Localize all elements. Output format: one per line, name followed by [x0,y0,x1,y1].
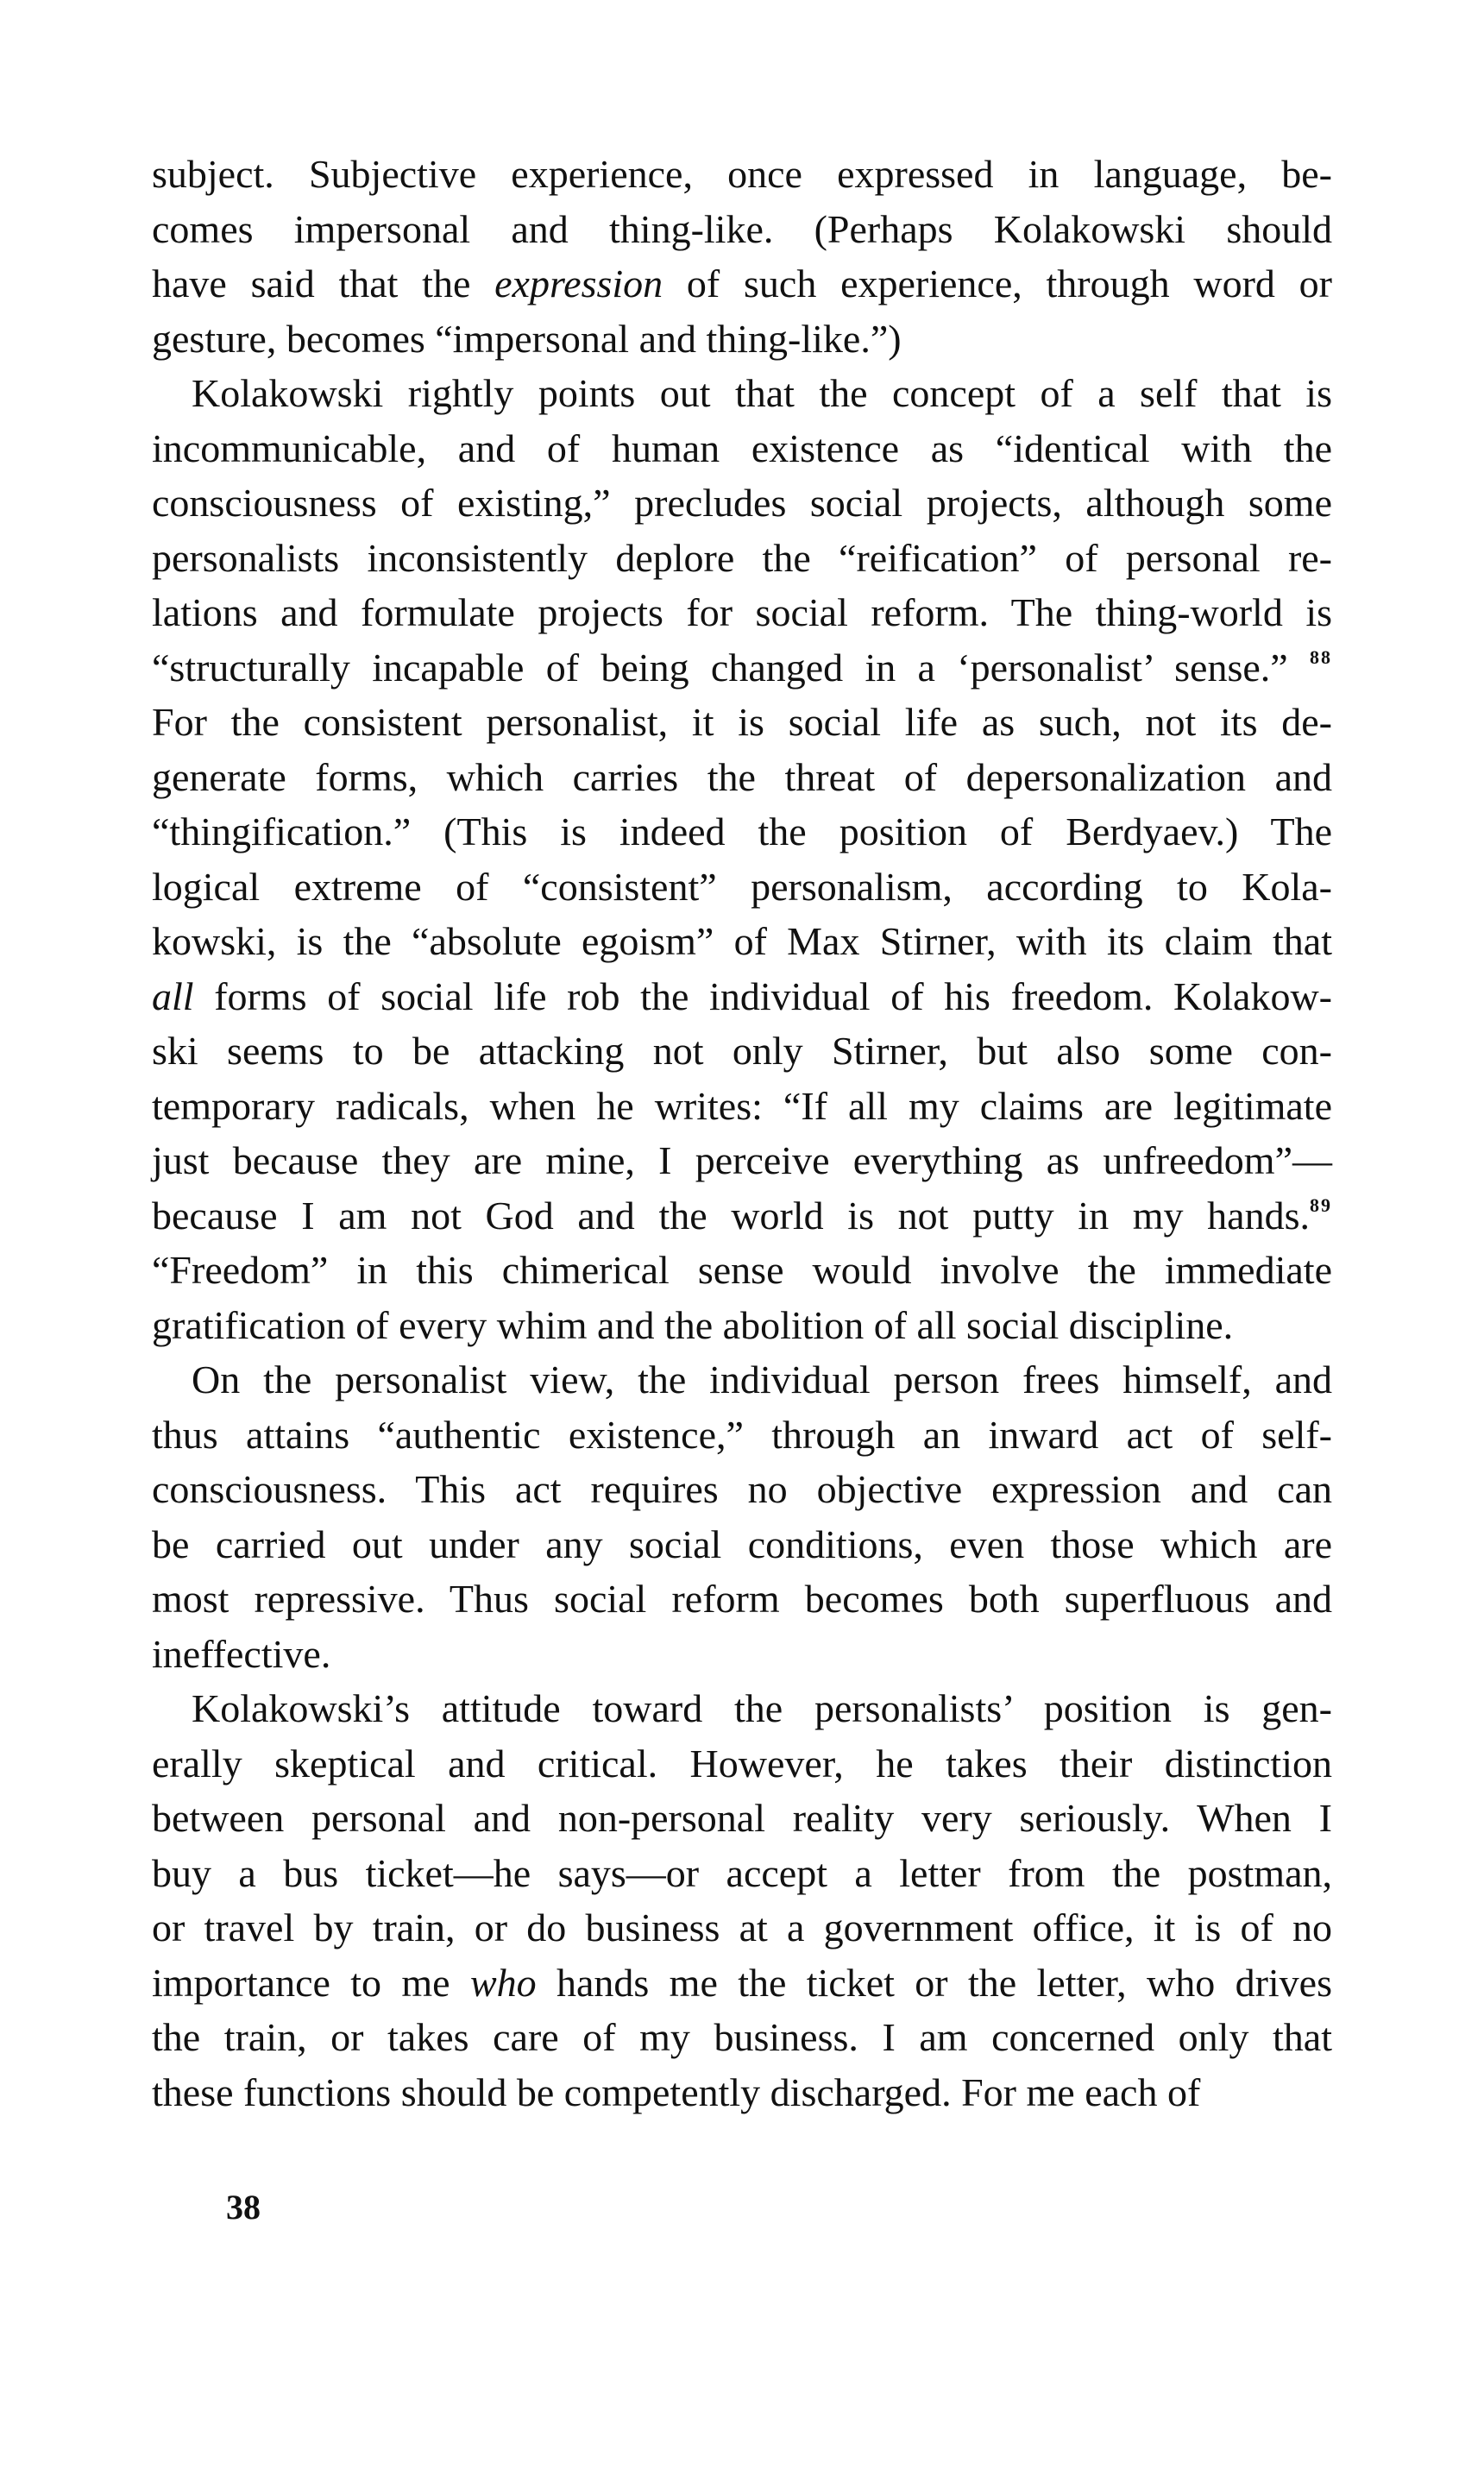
text-segment: have said that the [152,261,495,305]
text-segment: Kolakowski’s attitude toward the personalists’ position is gen- [192,1686,1332,1730]
text-line [152,1846,1332,1901]
text-segment: Kolakowski rightly points out that the concept of a self that is [192,371,1332,415]
text-segment: be carried out under any social conditions, even those which are [152,1521,1332,1566]
text-line [152,1900,1332,1956]
text-line [152,1133,1332,1188]
text-segment: buy a bus ticket—he says—or accept a letter from the postman, [152,1850,1332,1895]
italic-text: all [152,973,194,1018]
text-line [152,1024,1332,1079]
text-line [152,147,1332,202]
paragraph [152,366,1332,1352]
footnote-marker: 88 [1310,646,1332,668]
text-segment: comes impersonal and thing-like. (Perhaps Kolakowski should [152,206,1332,251]
text-segment: gratification of every whim and the abolition of all social discipline. [152,1302,1234,1347]
text-line [152,2010,1332,2065]
text-segment: consciousness of existing,” precludes social projects, although some [152,481,1332,525]
italic-text: expression [494,261,663,305]
text-line [152,312,1332,367]
text-segment: the train, or takes care of my business. I am concerned only that [152,2015,1332,2059]
text-line [152,1517,1332,1572]
text-segment: erally skeptical and critical. However, he takes their distinction [152,1741,1332,1786]
text-line [152,1408,1332,1463]
text-segment: “Freedom” in this chimerical sense would involve the immediate [152,1248,1332,1292]
text-segment: these functions should be competently discharged. For me each of [152,2069,1201,2114]
text-segment: lations and formulate projects for social reform. The thing-world is [152,590,1332,634]
text-segment: ineffective. [152,1631,331,1676]
text-line [152,750,1332,805]
text-line [152,1627,1332,1682]
page-number: 38 [226,2188,261,2227]
text-segment: thus attains “authentic existence,” through an inward act of self- [152,1412,1332,1457]
footnote-marker: 89 [1310,1194,1332,1216]
text-line [152,695,1332,750]
text-segment: of such experience, through word or [663,261,1332,305]
text-segment: ski seems to be attacking not only Stirner, but also some con- [152,1029,1332,1073]
text-line [152,1298,1332,1353]
text-segment: temporary radicals, when he writes: “If all my claims are legitimate [152,1083,1332,1128]
text-segment: personalists inconsistently deplore the “reification” of personal re- [152,535,1332,580]
body-text [152,147,1332,2120]
text-segment: gesture, becomes “impersonal and thing-like.”) [152,316,902,361]
text-line [152,421,1332,476]
text-line [152,1956,1332,2011]
text-line [152,202,1332,257]
text-line [152,860,1332,915]
text-segment: most repressive. Thus social reform becomes both superfluous and [152,1577,1332,1621]
text-line [152,1243,1332,1298]
text-segment: “thingification.” (This is indeed the position of Berdyaev.) The [152,809,1332,853]
text-segment: between personal and non-personal reality very seriously. When I [152,1796,1332,1840]
text-line [152,1079,1332,1134]
text-segment: importance to me [152,1960,470,2005]
paragraph [152,1681,1332,2120]
text-segment: On the personalist view, the individual person frees himself, and [192,1357,1332,1401]
text-line [152,531,1332,586]
text-line [152,969,1332,1024]
text-line [152,804,1332,860]
text-line [152,1188,1332,1244]
text-segment: just because they are mine, I perceive everything as unfreedom”— [152,1138,1332,1182]
text-segment: logical extreme of “consistent” personalism, according to Kola- [152,864,1332,909]
text-line [152,1736,1332,1792]
text-segment: consciousness. This act requires no objective expression and can [152,1467,1332,1511]
text-segment: generate forms, which carries the threat of depersonalization and [152,754,1332,799]
text-segment: subject. Subjective experience, once expressed in language, be- [152,152,1332,196]
text-segment: incommunicable, and of human existence as “identical with the [152,425,1332,470]
text-line [152,2065,1332,2120]
italic-text: who [469,1960,537,2005]
paragraph [152,147,1332,366]
text-segment: because I am not God and the world is not putty in my hands. [152,1193,1310,1238]
text-line [152,1681,1332,1736]
text-line [152,1352,1332,1408]
text-line [152,256,1332,312]
text-segment: hands me the ticket or the letter, who drives [536,1960,1332,2005]
text-line [152,1462,1332,1517]
text-segment: kowski, is the “absolute egoism” of Max Stirner, with its claim that [152,919,1332,963]
text-segment: forms of social life rob the individual of his freedom. Kolakow- [193,973,1332,1018]
paragraph [152,1352,1332,1681]
text-line [152,640,1332,696]
text-line [152,914,1332,969]
text-line [152,476,1332,531]
text-line [152,1791,1332,1846]
text-segment: or travel by train, or do business at a government office, it is of no [152,1905,1332,1949]
text-segment: For the consistent personalist, it is social life as such, not its de- [152,700,1332,744]
text-line [152,585,1332,640]
text-line [152,1572,1332,1627]
text-line [152,366,1332,421]
text-segment: “structurally incapable of being changed in a ‘personalist’ sense.” [152,645,1310,690]
